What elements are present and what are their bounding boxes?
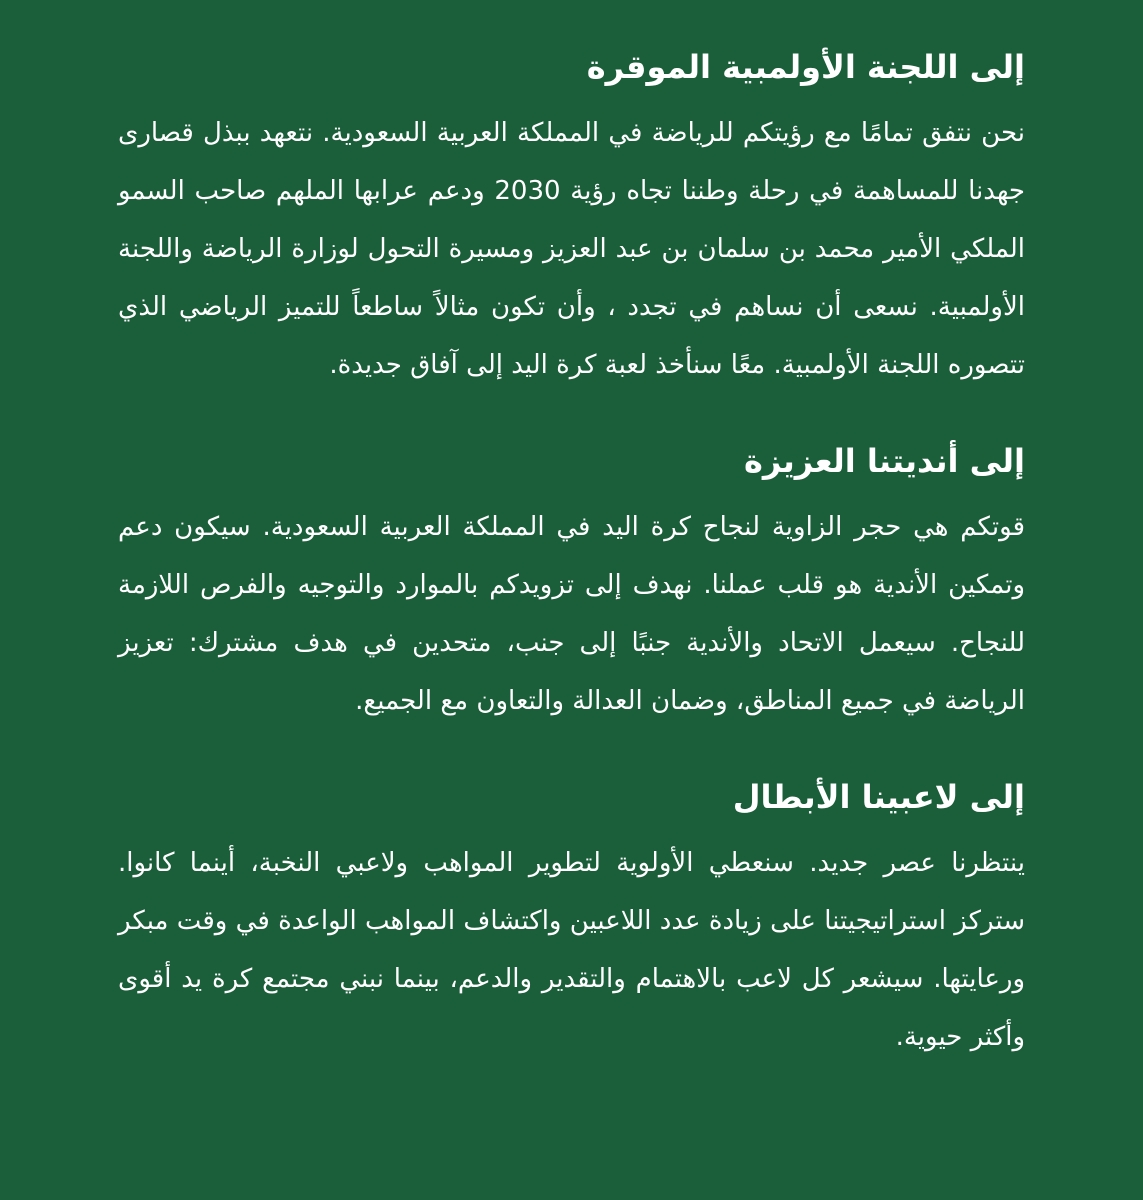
olympic-committee-heading: إلى اللجنة الأولمبية الموقرة	[586, 48, 1025, 86]
clubs-heading: إلى أنديتنا العزيزة	[743, 442, 1025, 480]
players-section	[118, 768, 1025, 1066]
clubs-paragraph: قوتكم هي حجر الزاوية لنجاح كرة اليد في المملكة العربية السعودية. سيكون دعم وتمكين الأندية هو قلب عملنا. نهدف إلى تزويدكم بالموارد والتوجيه والفرص اللازمة للنجاح. سيعمل الاتحاد والأندية جنبًا إلى جنب، متحدين في هدف مشترك: تعزيز الرياضة في جميع المناطق، وضمان العدالة والتعاون مع الجميع.	[118, 512, 1025, 716]
players-paragraph: ينتظرنا عصر جديد. سنعطي الأولوية لتطوير المواهب ولاعبي النخبة، أينما كانوا. ستركز استراتيجيتنا على زيادة عدد اللاعبين واكتشاف المواهب الواعدة في وقت مبكر ورعايتها. سيشعر كل لاعب بالاهتمام والتقدير والدعم، بينما نبني مجتمع كرة يد أقوى وأكثر حيوية.	[118, 848, 1025, 1052]
clubs-section	[118, 432, 1025, 730]
olympic-committee-section	[118, 38, 1025, 394]
olympic-committee-paragraph: نحن نتفق تمامًا مع رؤيتكم للرياضة في المملكة العربية السعودية. نتعهد ببذل قصارى جهدنا للمساهمة في رحلة وطننا تجاه رؤية 2030 ودعم عرابها الملهم صاحب السمو الملكي الأمير محمد بن سلمان بن عبد العزيز ومسيرة التحول لوزارة الرياضة واللجنة الأولمبية. نسعى أن نساهم في تجدد ، وأن تكون مثالاً ساطعاً للتميز الرياضي الذي تتصوره اللجنة الأولمبية. معًا سنأخذ لعبة كرة اليد إلى آفاق جديدة.	[118, 118, 1025, 380]
players-heading: إلى لاعبينا الأبطال	[732, 778, 1025, 816]
